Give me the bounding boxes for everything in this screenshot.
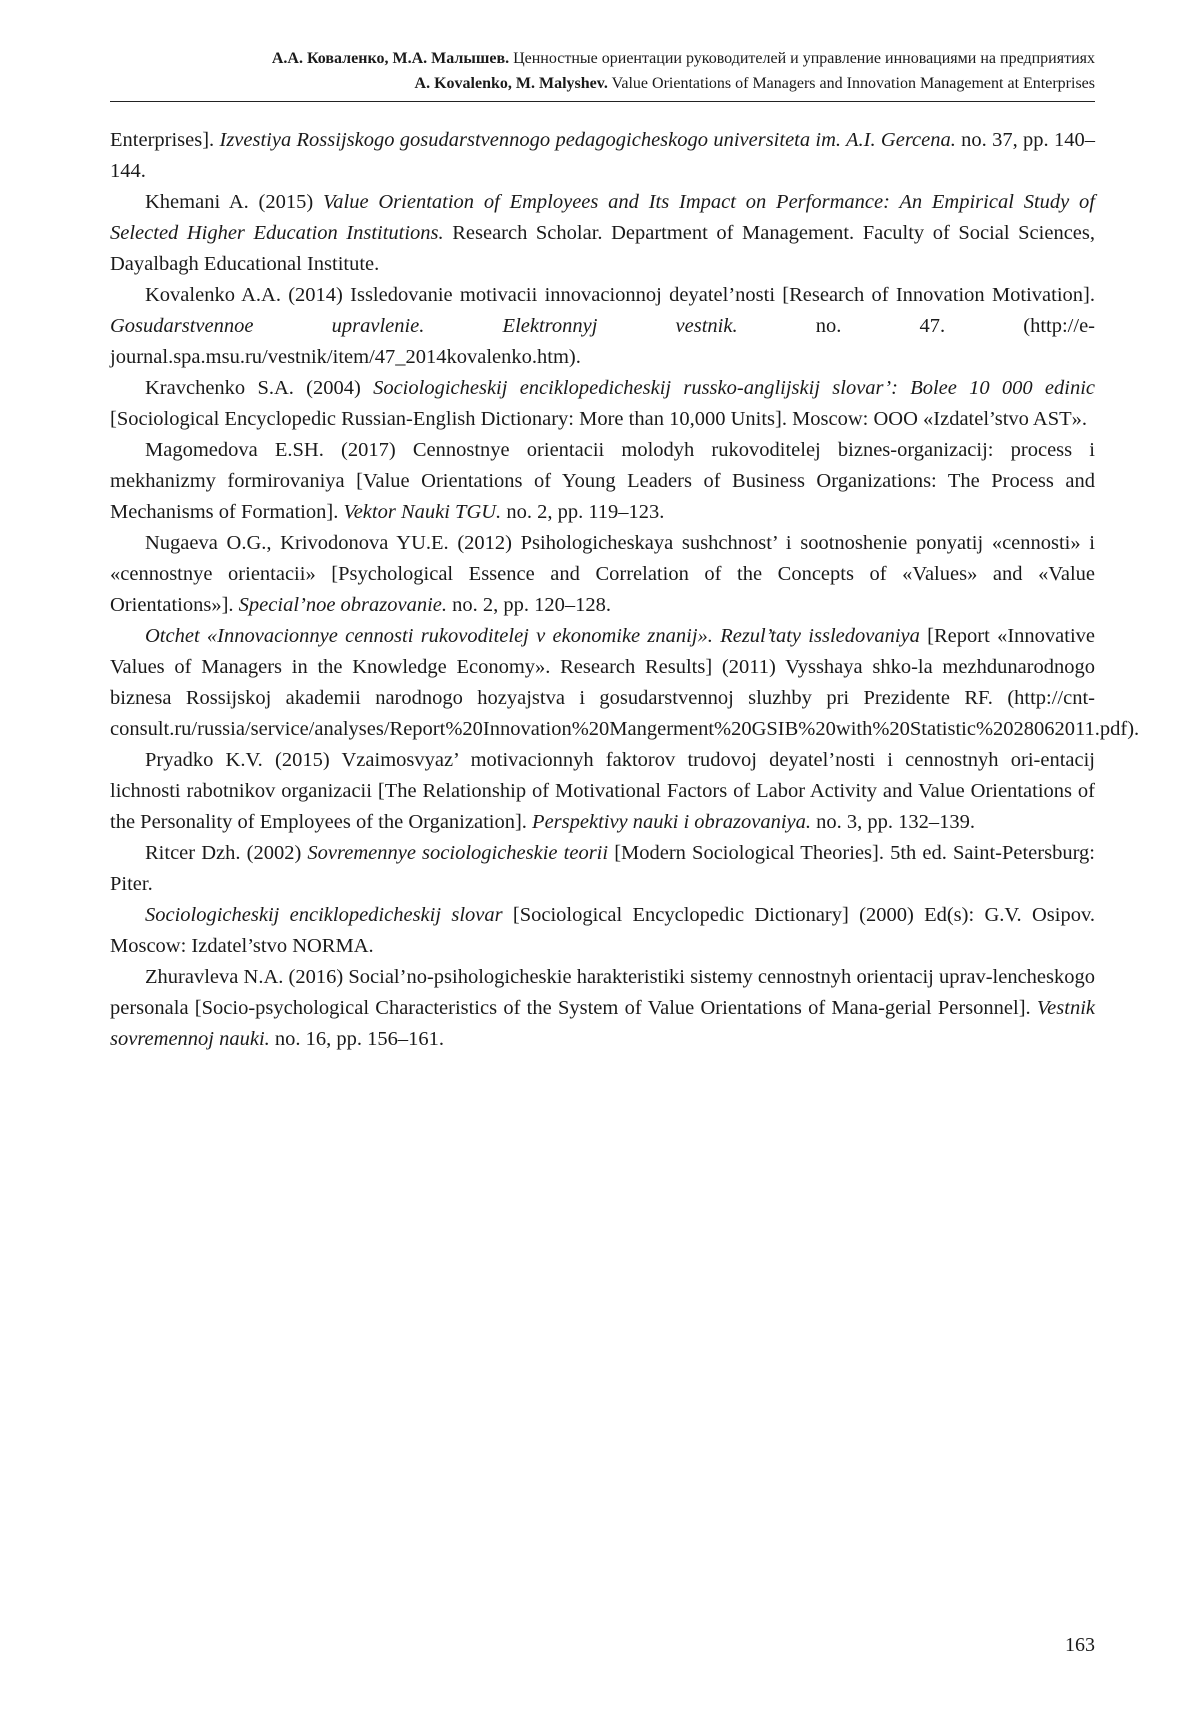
reference-text: Ritcer Dzh. (2002) <box>145 842 308 864</box>
reference-text: no. 47. (http://e-journal.spa.msu.ru/vestnik/item/47_2014kovalenko.htm). <box>110 315 1096 368</box>
reference-entry <box>110 745 1095 838</box>
reference-text: [Sociological Encyclopedic Dictionary] (2000) Ed(s): G.V. Osipov. Moscow: Izdatel’stvo NORMA. <box>110 904 1095 957</box>
reference-text: Zhuravleva N.A. (2016) Social’no-psihologicheskie harakteristiki sistemy cennostnyh orientacij uprav-lencheskogo personala [Socio-psychological Characteristics of the System of Value Orientations of Mana-gerial Personnel]. <box>110 966 1095 1019</box>
reference-italic-title: Vestnik sovremennoj nauki. <box>110 997 1095 1050</box>
reference-text: [Sociological Encyclopedic Russian-English Dictionary: More than 10,000 Units]. Moscow: OOO «Izdatel’stvo AST». <box>110 408 1088 430</box>
reference-text: Enterprises]. <box>110 129 220 151</box>
reference-text: [Report «Innovative Values of Managers in the Knowledge Economy». Research Results] (2011) Vysshaya shko-la mezhdunarodnogo biznesa Rossijskoj akademii narodnogo hozyajstva i gosudarstvennoj sluzhby pri Prezidente RF. (http://cnt-consult.ru/russia/service/analyses/Report%20Innovation%20Mangerment%20GSIB%20with%20Statistic%2028062011.pdf). <box>110 625 1140 740</box>
header-authors-russian: А.А. Коваленко, М.А. Малышев. <box>271 50 510 67</box>
reference-entry <box>110 125 1095 187</box>
reference-italic-title: Otchet «Innovacionnye cennosti rukovoditelej v ekonomike znanij». Rezul’taty issledovaniya <box>145 625 920 647</box>
reference-entry <box>110 528 1095 621</box>
reference-text: Kovalenko A.A. (2014) Issledovanie motivacii innovacionnoj deyatel’nosti [Research of Innovation Motivation]. <box>145 284 1095 306</box>
reference-entry <box>110 900 1095 962</box>
reference-entry <box>110 838 1095 900</box>
reference-entry <box>110 621 1140 745</box>
header-line-russian <box>110 46 1095 71</box>
header-divider <box>110 101 1095 102</box>
header-line-english <box>110 71 1095 96</box>
reference-text: Khemani A. (2015) <box>145 191 324 213</box>
reference-entry <box>110 280 1095 373</box>
reference-text: no. 3, pp. 132–139. <box>811 811 975 833</box>
reference-italic-title: Sociologicheskij enciklopedicheskij slovar <box>145 904 503 926</box>
reference-entry <box>110 962 1095 1055</box>
reference-text: no. 37, pp. 140–144. <box>110 129 1095 182</box>
reference-italic-title: Vektor Nauki TGU. <box>343 501 502 523</box>
reference-entry <box>110 187 1095 280</box>
reference-text: no. 2, pp. 120–128. <box>447 594 612 616</box>
reference-entry <box>110 435 1095 528</box>
running-header <box>110 46 1095 96</box>
reference-entry <box>110 373 1095 435</box>
reference-italic-title: Sovremennye sociologicheskie teorii <box>307 842 609 864</box>
reference-text: [Modern Sociological Theories]. 5th ed. Saint-Petersburg: Piter. <box>110 842 1095 895</box>
reference-text: Pryadko K.V. (2015) Vzaimosvyaz’ motivacionnyh faktorov trudovoj deyatel’nosti i cennostnyh ori-entacij lichnosti rabotnikov organizacii [The Relationship of Motivational Factors of Labor Activity and Value Orientations of the Personality of Employees of the Organization]. <box>110 749 1095 833</box>
reference-italic-title: Special’noe obrazovanie. <box>238 594 448 616</box>
reference-text: Magomedova E.SH. (2017) Cennostnye orientacii molodyh rukovoditelej biznes-organizacij: process i mekhanizmy formirovaniya [Value Orientations of Young Leaders of Business Organizations: The Process and Mechanisms of Formation]. <box>110 439 1095 523</box>
reference-italic-title: Gosudarstvennoe upravlenie. Elektronnyj vestnik. <box>110 315 738 337</box>
reference-text: no. 2, pp. 119–123. <box>501 501 665 523</box>
reference-italic-title: Izvestiya Rossijskogo gosudarstvennogo pedagogicheskogo universiteta im. A.I. Gercena. <box>219 129 956 151</box>
reference-italic-title: Sociologicheskij enciklopedicheskij russko-anglijskij slovar’: Bolee 10 000 edinic <box>373 377 1095 399</box>
reference-text: Nugaeva O.G., Krivodonova YU.E. (2012) Psihologicheskaya sushchnost’ i sootnoshenie ponyatij «cennosti» i «cennostnye orientacii» [Psychological Essence and Correlation of the Concepts of «Values» and «Value Orientations»]. <box>110 532 1095 616</box>
reference-text: no. 16, pp. 156–161. <box>269 1028 445 1050</box>
reference-italic-title: Value Orientation of Employees and Its Impact on Performance: An Empirical Study of Selected Higher Education Institutions. <box>110 191 1095 244</box>
page-number: 163 <box>1065 1634 1095 1656</box>
reference-text: Research Scholar. Department of Management. Faculty of Social Sciences, Dayalbagh Educational Institute. <box>110 222 1095 275</box>
reference-list <box>110 125 1140 1055</box>
header-title-russian: Ценностные ориентации руководителей и управление инновациями на предприятиях <box>509 50 1095 67</box>
reference-text: Kravchenko S.A. (2004) <box>145 377 374 399</box>
reference-italic-title: Perspektivy nauki i obrazovaniya. <box>532 811 811 833</box>
header-title-english: Value Orientations of Managers and Innovation Management at Enterprises <box>607 75 1095 92</box>
header-authors-english: A. Kovalenko, M. Malyshev. <box>414 75 608 92</box>
